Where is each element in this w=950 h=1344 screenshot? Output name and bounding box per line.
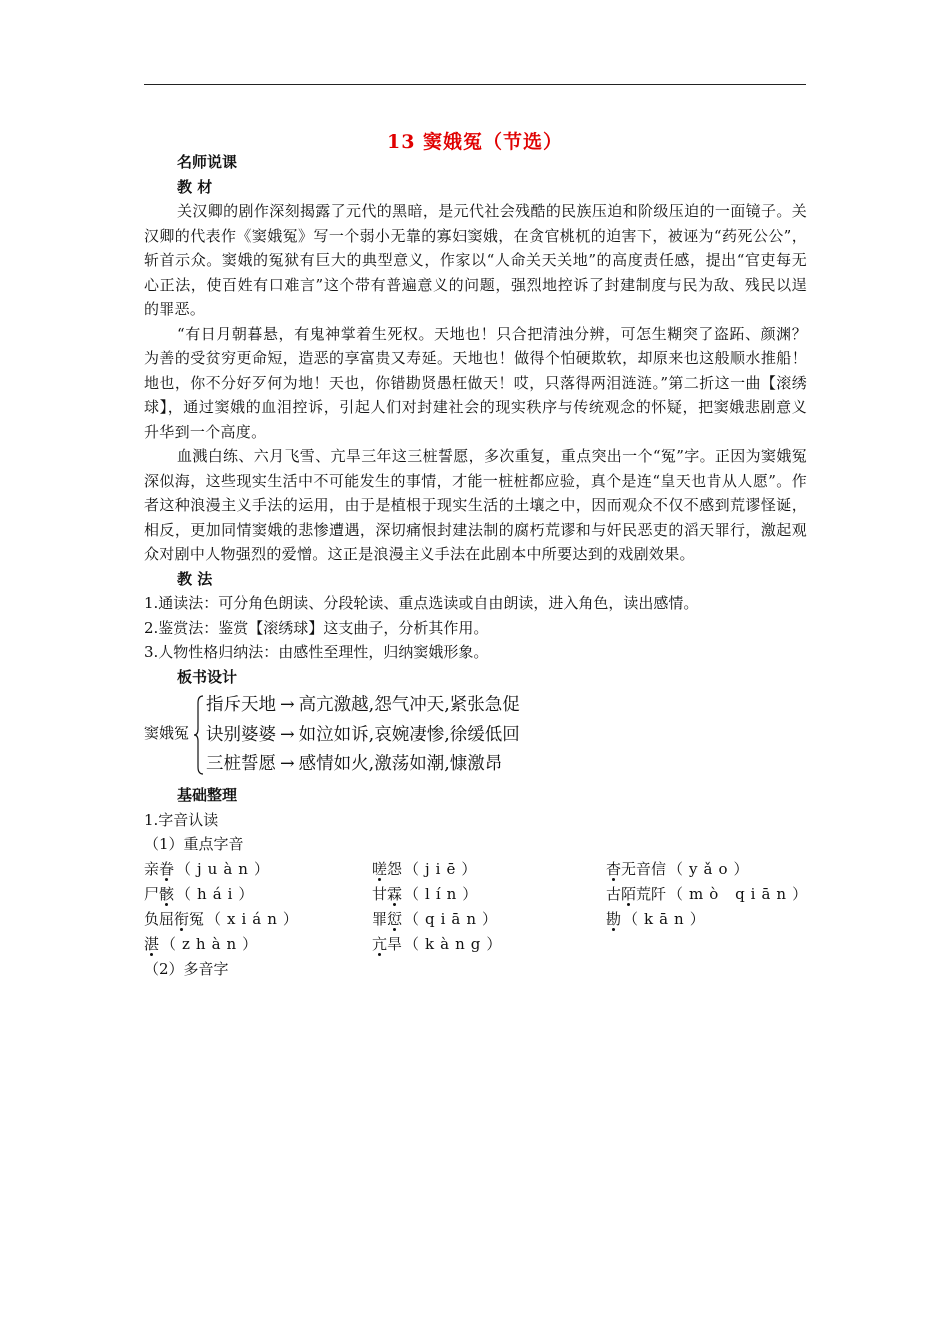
method-item: 2.鉴赏法：鉴赏【滚绣球】这支曲子，分析其作用。 (144, 618, 489, 637)
board-lines (206, 691, 524, 780)
subheading-board: 板书设计 (177, 667, 238, 686)
top-rule (144, 84, 806, 85)
brace-icon (194, 695, 204, 775)
pronunciation-row (144, 907, 807, 932)
pronunciation-entry: 湛 （zhàn） (144, 934, 264, 953)
section-heading: 名师说课 (177, 153, 238, 171)
pronunciation-grid (144, 857, 814, 957)
subheading-material: 教 材 (177, 177, 213, 196)
basic-subitem: （2）多音字 (144, 959, 229, 978)
board-line-left: 三桩誓愿 (206, 754, 276, 774)
board-line-right: 高亢激越,怨气冲天,紧张急促 (298, 695, 520, 715)
subheading-method: 教 法 (177, 569, 213, 588)
board-line-right: 感情如火,激荡如潮,慷激昂 (298, 754, 503, 774)
pronunciation-entry: 勘 （kān） (606, 909, 711, 928)
pronunciation-entry: 罪愆 （qiān） (372, 909, 504, 928)
document-body (144, 150, 814, 981)
method-item: 1.通读法：可分角色朗读、分段轮读、重点选读或自由朗读，进入角色，读出感情。 (144, 594, 699, 612)
page-title: 13 窦娥冤（节选） (386, 131, 564, 153)
pronunciation-entry: 杳无音信 （yǎo） (606, 859, 755, 878)
pronunciation-row (144, 882, 814, 907)
paragraph: “有日月朝暮悬，有鬼神掌着生死权。天地也！只合把清浊分辨，可怎生糊突了盗跖、颜渊？为善的受贫穷更命短，造恶的享富贵又寿延。天地也！做得个怕硬欺软，却原来也这般顺水推船！地也，你不分好歹何为地！天也，你错勘贤愚枉做天！哎，只落得两泪涟涟。”第二折这一曲【滚绣球】，通过窦娥的血泪控诉，引起人们对封建社会的现实秩序与传统观念的怀疑，把窦娥悲剧意义升华到一个高度。 (144, 324, 807, 441)
board-design (144, 691, 807, 783)
basic-item: 1.字音认读 (144, 810, 219, 829)
paragraph: 关汉卿的剧作深刻揭露了元代的黑暗，是元代社会残酷的民族压迫和阶级压迫的一面镜子。关汉卿的代表作《窦娥冤》写一个弱小无靠的寡妇窦娥，在贪官桃杌的迫害下，被诬为“药死公公”，斩首示众。窦娥的冤狱有巨大的典型意义，作家以“人命关天关地”的高度责任感，提出“官吏每无心正法，使百姓有口难言”这个带有普遍意义的问题，强烈地控诉了封建制度与民为敌、残民以逞的罪恶。 (144, 202, 807, 318)
board-line (206, 750, 524, 780)
board-center-label: 窦娥冤 (144, 724, 190, 742)
arrow-icon: → (280, 695, 295, 715)
board-line (206, 721, 524, 751)
basic-subitem: （1）重点字音 (144, 835, 244, 853)
board-line-left: 诀别婆婆 (206, 724, 276, 745)
pronunciation-entry: 亲眷 （juàn） (144, 859, 275, 878)
pronunciation-entry: 负屈衔冤 （xián） (144, 909, 304, 928)
arrow-icon: → (280, 724, 295, 745)
paragraph: 血溅白练、六月飞雪、亢旱三年这三桩誓愿，多次重复，重点突出一个“冤”字。正因为窦娥冤深似海，这些现实生活中不可能发生的事情，才能一桩桩都应验，真个是连“皇天也肯从人愿”。作者这种浪漫主义手法的运用，由于是植根于现实生活的土壤之中，因而观众不仅不感到荒谬怪诞，相反，更加同情窦娥的悲惨遭遇，深切痛恨封建法制的腐朽荒谬和与奸民恶吏的滔天罪行，激起观众对剧中人物强烈的爱憎。这正是浪漫主义手法在此剧本中所要达到的戏剧效果。 (144, 447, 807, 563)
arrow-icon: → (280, 754, 295, 774)
pronunciation-entry: 古陌荒阡 （mò qiān） (606, 884, 814, 903)
pronunciation-row (144, 857, 807, 882)
pronunciation-entry: 亢旱 （kàng） (372, 934, 508, 953)
pronunciation-row (144, 932, 807, 957)
subheading-basic: 基础整理 (177, 786, 238, 804)
board-line-right: 如泣如诉,哀婉凄惨,徐缓低回 (298, 724, 520, 745)
board-line (206, 691, 524, 721)
pronunciation-entry: 甘霖 （lín） (372, 884, 484, 903)
pronunciation-entry: 尸骸 （hái） (144, 884, 260, 903)
pronunciation-entry: 嗟怨 （jiē） (372, 859, 483, 878)
board-line-left: 指斥天地 (206, 695, 276, 715)
method-item: 3.人物性格归纳法：由感性至理性，归纳窦娥形象。 (144, 643, 489, 661)
